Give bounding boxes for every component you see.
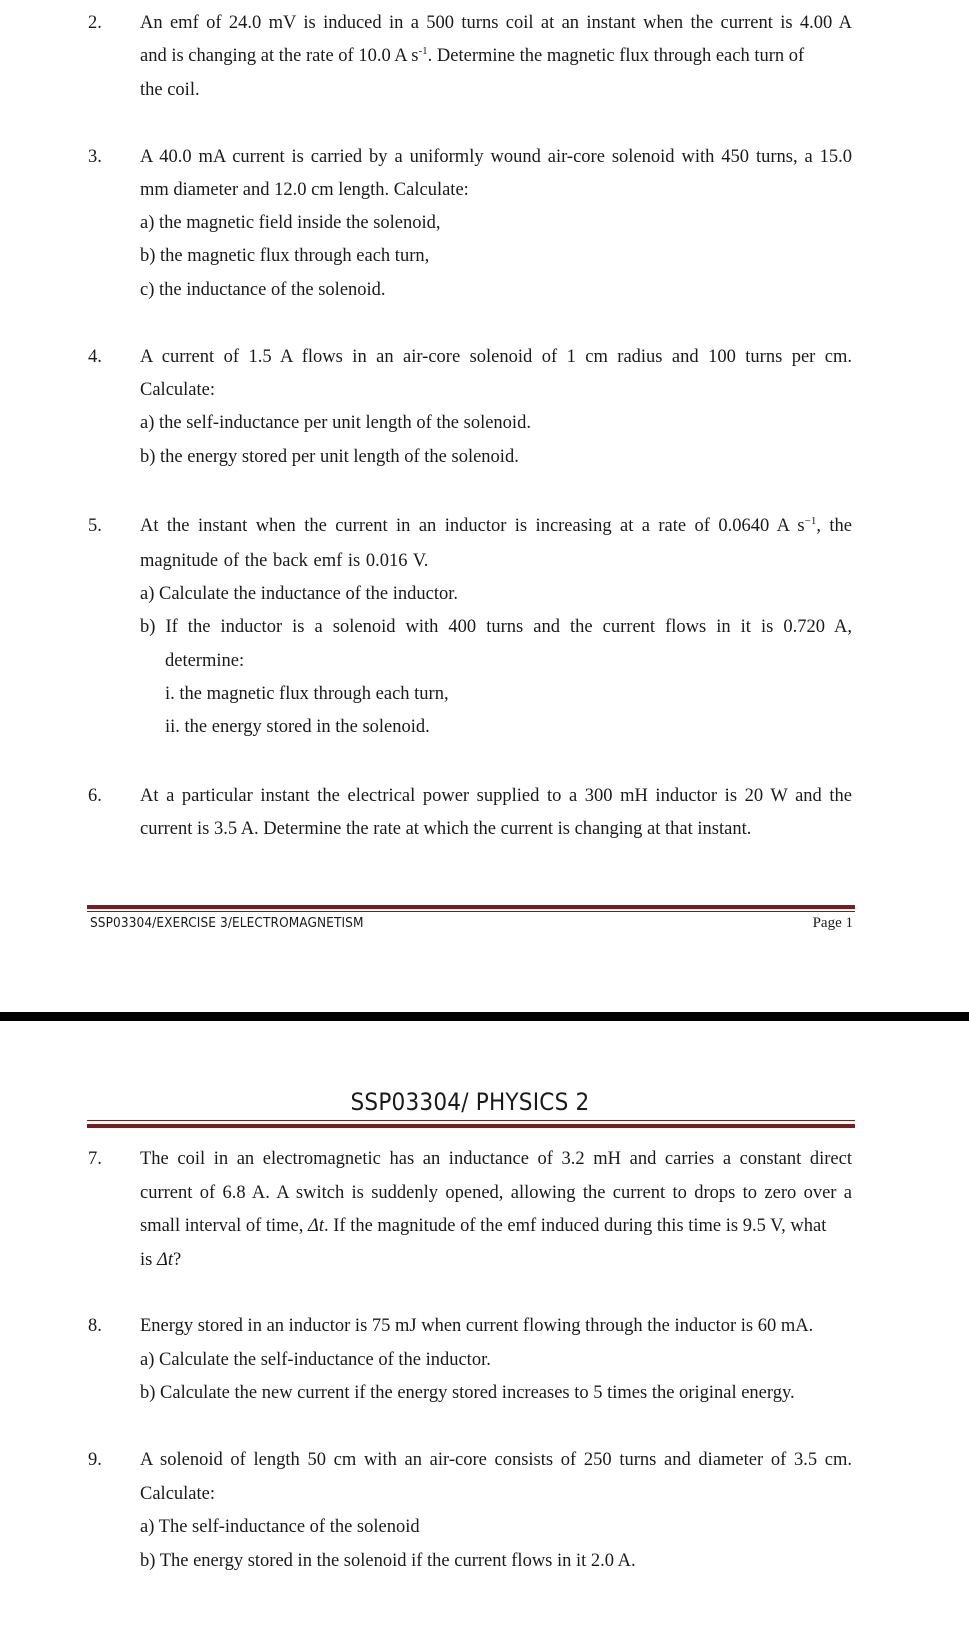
question-text-line: The coil in an electromagnetic has an inductance of 3.2 mH and carries a constant direct — [140, 1149, 852, 1169]
header-rule-thick — [87, 1124, 855, 1128]
question-number: 8. — [88, 1316, 102, 1336]
text-segment: , the — [816, 516, 852, 536]
text-segment: and is changing at the rate of 10.0 A s — [140, 46, 419, 66]
question-text-line — [140, 516, 852, 537]
question-part: b) Calculate the new current if the energy stored increases to 5 times the original energy. — [140, 1383, 795, 1403]
question-part: a) Calculate the inductance of the inductor. — [140, 584, 458, 604]
question-text-line: the coil. — [140, 80, 200, 100]
question-text-line: current of 6.8 A. A switch is suddenly opened, allowing the current to drops to zero over a — [140, 1183, 852, 1203]
question-text-line: magnitude of the back emf is 0.016 V. — [140, 551, 429, 571]
question-number: 7. — [88, 1149, 102, 1169]
delta-t-symbol: Δt — [308, 1216, 324, 1236]
page-separator — [0, 1012, 969, 1021]
question-number: 4. — [88, 347, 102, 367]
text-segment: At the instant when the current in an inductor is increasing at a rate of 0.0640 A s — [140, 516, 805, 536]
footer-rule-thin — [87, 911, 855, 912]
text-segment: is — [140, 1250, 157, 1270]
question-text-line: An emf of 24.0 mV is induced in a 500 turns coil at an instant when the current is 4.00 A — [140, 13, 852, 33]
question-part: c) the inductance of the solenoid. — [140, 280, 386, 300]
delta-t-symbol: Δt — [156, 1250, 173, 1270]
question-text-line: Calculate: — [140, 380, 215, 400]
question-part: a) the magnetic field inside the solenoid, — [140, 213, 441, 233]
text-segment: . If the magnitude of the emf induced during this time is 9.5 V, what — [324, 1216, 827, 1236]
question-subpart: ii. the energy stored in the solenoid. — [165, 717, 430, 737]
page-header-title: SSP03304/ PHYSICS 2 — [350, 1088, 590, 1116]
question-part-continued: determine: — [165, 651, 245, 671]
footer-rule-thick — [87, 905, 855, 909]
question-text-line: Energy stored in an inductor is 75 mJ when current flowing through the inductor is 60 mA. — [140, 1316, 814, 1336]
question-number: 5. — [88, 516, 102, 536]
question-text-line — [140, 46, 804, 67]
question-number: 2. — [88, 13, 102, 33]
superscript: −1 — [804, 514, 817, 527]
question-number: 9. — [88, 1450, 102, 1470]
question-part: b) the magnetic flux through each turn, — [140, 246, 430, 266]
question-number: 3. — [88, 147, 102, 167]
question-part: b) If the inductor is a solenoid with 400 turns and the current flows in it is 0.720 A, — [140, 617, 852, 637]
footer-course-label: SSP03304/EXERCISE 3/ELECTROMAGNETISM — [90, 915, 364, 931]
question-part: b) the energy stored per unit length of the solenoid. — [140, 447, 519, 467]
question-part: a) The self-inductance of the solenoid — [140, 1517, 420, 1537]
question-part: a) Calculate the self-inductance of the inductor. — [140, 1350, 491, 1370]
text-segment: ? — [172, 1250, 182, 1270]
header-rule-thin — [87, 1120, 855, 1121]
question-text-line — [140, 1216, 826, 1237]
superscript: -1 — [418, 44, 428, 57]
question-number: 6. — [88, 786, 102, 806]
question-text-line: current is 3.5 A. Determine the rate at which the current is changing at that instant. — [140, 819, 752, 839]
question-text-line: At a particular instant the electrical power supplied to a 300 mH inductor is 20 W and the — [140, 786, 852, 806]
question-part: a) the self-inductance per unit length of the solenoid. — [140, 413, 531, 433]
question-text-line: mm diameter and 12.0 cm length. Calculate: — [140, 180, 469, 200]
footer-page-number: Page 1 — [812, 915, 853, 931]
question-text-line: A current of 1.5 A flows in an air-core solenoid of 1 cm radius and 100 turns per cm. — [140, 347, 852, 367]
question-text-line: Calculate: — [140, 1484, 215, 1504]
question-part: b) The energy stored in the solenoid if the current flows in it 2.0 A. — [140, 1551, 636, 1571]
question-text-line: A solenoid of length 50 cm with an air-core consists of 250 turns and diameter of 3.5 cm. — [140, 1450, 852, 1470]
text-segment: small interval of time, — [140, 1216, 308, 1236]
question-subpart: i. the magnetic flux through each turn, — [165, 684, 449, 704]
text-segment: . Determine the magnetic flux through each turn of — [427, 46, 805, 66]
question-text-line — [140, 1250, 181, 1271]
question-text-line: A 40.0 mA current is carried by a uniformly wound air-core solenoid with 450 turns, a 15.0 — [140, 147, 852, 167]
